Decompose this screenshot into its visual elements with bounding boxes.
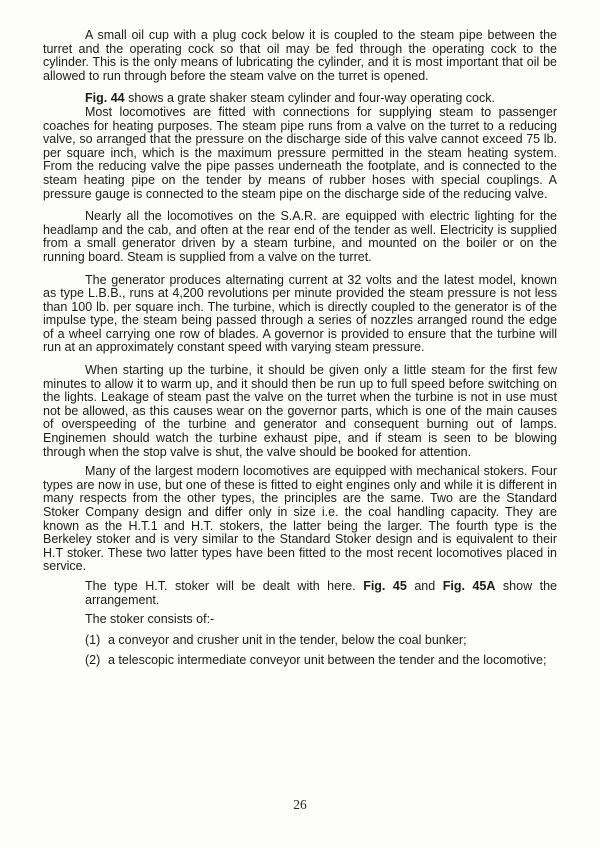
ht-stoker-text-pre: The type H.T. stoker will be dealt with here. (85, 578, 364, 593)
paragraph-generator: The generator produces alternating current at 32 volts and the latest model, known as type L.B.B., runs at 4,200 revolutions per minute provided the steam pressure is not less than 100 lb. per square inch. The turbine, which is directly coupled to the generator is of the impulse type, the steam being passed through a series of nozzles arranged round the edge of a wheel carrying one row of blades. A governor is provided to ensure that the turbine will run at an approximately constant speed with varying steam pressure. (43, 272, 557, 355)
fig-44-reference: Fig. 44 (85, 91, 125, 106)
paragraph-fig44-caption (85, 92, 557, 106)
paragraph-mechanical-stokers: Many of the largest modern locomotives are equipped with mechanical stokers. Four types are now in use, but one of these is fitted to eight engines only and while it is different in many respects from the other types, the principles are the same. Two are the Standard Stoker Company design and differ only in size i.e. the coal handling capacity. They are known as the H.T.1 and H.T. stokers, the latter being the larger. The fourth type is the Berkeley stoker and is very similar to the Standard Stoker design and is equivalent to their H.T stoker. These two latter types have been fitted to the most recent locomotives placed in service. (43, 464, 557, 574)
list-item-1 (85, 634, 557, 648)
list-item-2-text: a telescopic intermediate conveyor unit between the tender and the locomotive; (108, 653, 547, 668)
fig-45a-reference: Fig. 45A (442, 578, 496, 593)
ht-stoker-text-mid: and (406, 578, 443, 593)
paragraph-turbine-starting: When starting up the turbine, it should be given only a little steam for the first few minutes to allow it to warm up, and it should then be run up to full speed before switching on the lights. Leakage of steam past the valve on the turret when the turbine is not in use must not be allowed, as this causes wear on the governor parts, which is one of the main causes of overspeeding of the turbine and generator and consequent burning out of lamps. Enginemen should watch the turbine exhaust pipe, and if steam is seen to be blowing through when the stop valve is shut, the valve should be booked for attention. (43, 363, 557, 459)
page-number: 26 (293, 797, 307, 812)
paragraph-ht-stoker-intro (85, 580, 557, 607)
paragraph-steam-heating: Most locomotives are fitted with connections for supplying steam to passenger coaches for heating purposes. The steam pipe runs from a valve on the turret to a reducing valve, so arranged that the pressure on the discharge side of this valve cannot exceed 75 lb. per square inch, which is the maximum pressure permitted in the steam heating system. From the reducing valve the pipe passes underneath the footplate, and is connected to the steam heating pipe on the tender by means of rubber hoses with special couplings. A pressure gauge is connected to the steam pipe on the discharge side of the reducing valve. (43, 104, 557, 201)
ht-stoker-text-post: show the arrangement. (85, 578, 557, 607)
list-item-2 (85, 654, 557, 668)
list-item-2-number: (2) (85, 653, 101, 668)
fig44-caption-text: shows a grate shaker steam cylinder and four-way operating cock. (124, 91, 495, 106)
list-item-1-number: (1) (85, 632, 101, 647)
paragraph-oil-cup: A small oil cup with a plug cock below it is coupled to the steam pipe between the turret and the operating cock so that oil may be fed through the operating cock to the cylinder. This is the only means of lubricating the cylinder, and it is most important that oil be allowed to run through before the steam valve on the turret is opened. (43, 28, 557, 83)
paragraph-stoker-consists: The stoker consists of:- (85, 612, 215, 627)
fig-45-reference: Fig. 45 (363, 578, 407, 593)
paragraph-electric-lighting: Nearly all the locomotives on the S.A.R. are equipped with electric lighting for the headlamp and the cab, and often at the rear end of the tender as well. Electricity is supplied from a small generator driven by a steam turbine, and mounted on the boiler or on the running board. Steam is supplied from a valve on the turret. (43, 209, 557, 264)
list-item-1-text: a conveyor and crusher unit in the tender, below the coal bunker; (108, 632, 467, 647)
